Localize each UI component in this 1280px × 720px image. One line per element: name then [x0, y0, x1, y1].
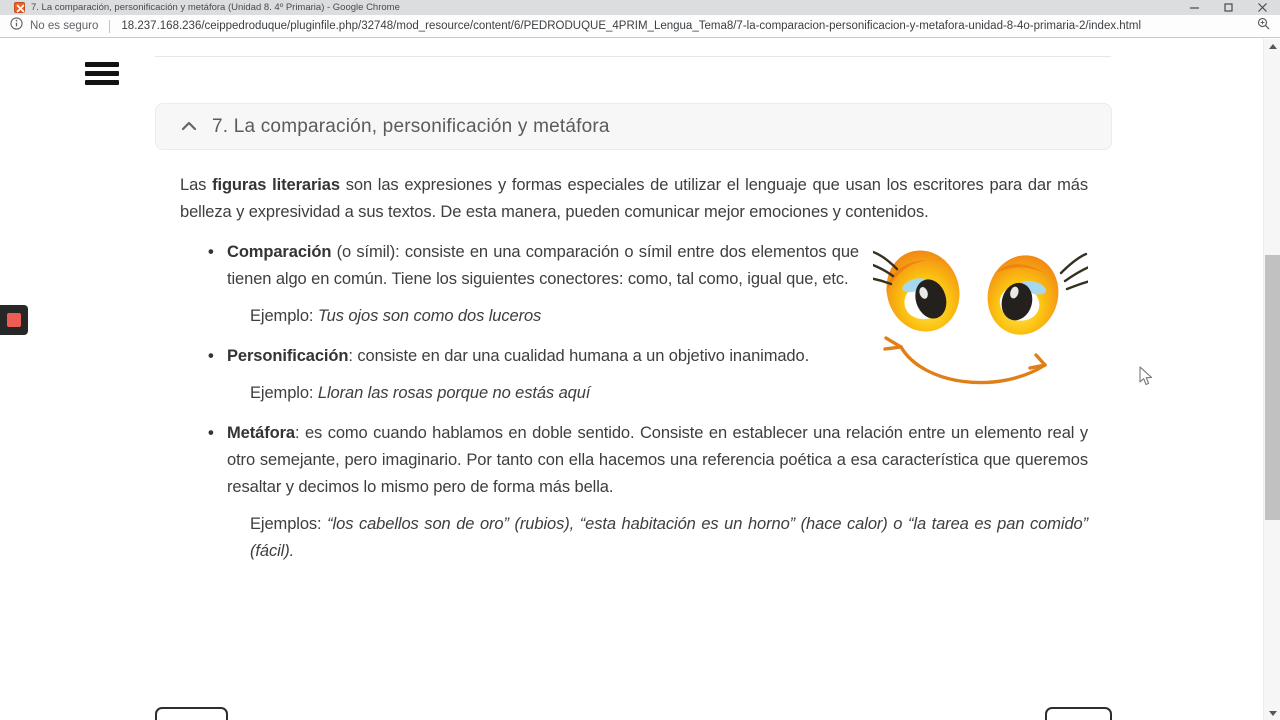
info-icon[interactable]: [10, 17, 23, 35]
figure-term: Personificación: [227, 347, 349, 365]
scrollbar-thumb[interactable]: [1265, 255, 1280, 520]
address-bar[interactable]: [0, 15, 1280, 38]
example-line: Ejemplos: “los cabellos son de oro” (rubios), “esta habitación es un horno” (hace calor) o “la tarea es pan comido” (fácil).: [250, 515, 1088, 560]
intro-paragraph: Las figuras literarias son las expresiones y formas especiales de utilizar el lenguaje que usan los escritores para dar más belleza y expresividad a sus textos. De esta manera, pueden comunicar mejor emociones y contenidos.: [180, 176, 1089, 221]
section-header[interactable]: [155, 103, 1112, 150]
scroll-up-arrow[interactable]: [1264, 39, 1280, 53]
close-button[interactable]: [1256, 2, 1268, 13]
url-text[interactable]: 18.237.168.236/ceippedroduque/pluginfile.php/32748/mod_resource/content/6/PEDRODUQUE_4PRIM_Lengua_Tema8/7-la-comparacion-personificacion-y-metafora-unidad-8-4o-primaria-2/index.html: [121, 20, 1142, 32]
lesson-body: [180, 172, 1088, 565]
vertical-scrollbar[interactable]: [1263, 39, 1280, 720]
screen-recorder-widget[interactable]: [0, 305, 28, 335]
tab-favicon-icon: [14, 2, 25, 13]
security-status[interactable]: No es seguro: [30, 20, 99, 32]
list-item: • Metáfora: es como cuando hablamos en doble sentido. Consiste en establecer una relación entre un elemento real y otro semejante, pero imaginario. Por tanto con ella hacemos una referencia poética a esa característica que queremos resaltar y decimos lo mismo pero de forma más bella. Ejemplos: “los cabellos son de oro” (rubios), “esta habitación es un horno” (hace calor) o “la tarea es pan comido” (fácil).: [208, 420, 1088, 565]
figure-term: Comparación: [227, 243, 332, 261]
example-line: Ejemplo: Tus ojos son como dos luceros: [250, 307, 542, 325]
magnifier-icon[interactable]: [1257, 17, 1270, 35]
maximize-button[interactable]: [1222, 2, 1234, 13]
example-line: Ejemplo: Lloran las rosas porque no estás aquí: [250, 384, 591, 402]
literary-figures-list: [208, 239, 1088, 565]
list-item: • Personificación: consiste en dar una cualidad humana a un objetivo inanimado. Ejemplo: Lloran las rosas porque no estás aquí: [208, 343, 1088, 407]
minimize-button[interactable]: [1188, 2, 1200, 13]
list-item: • Comparación (o símil): consiste en una comparación o símil entre dos elementos que tienen algo en común. Tiene los siguientes conectores: como, tal como, igual que, etc. Ejemplo: Tus ojos son como dos luceros: [208, 239, 1088, 330]
page-viewport: [0, 39, 1280, 720]
window-title: 7. La comparación, personificación y metáfora (Unidad 8. 4º Primaria) - Google Chrome: [31, 2, 400, 13]
hamburger-menu-icon[interactable]: [85, 62, 119, 89]
figure-term: Metáfora: [227, 424, 295, 442]
previous-section-divider: [155, 56, 1111, 57]
scroll-down-arrow[interactable]: [1264, 706, 1280, 720]
url-separator: [109, 20, 110, 33]
chevron-up-icon[interactable]: [181, 118, 197, 136]
intro-bold: figuras literarias: [212, 176, 340, 194]
section-title: 7. La comparación, personificación y metáfora: [212, 115, 610, 137]
previous-page-button[interactable]: [155, 707, 228, 720]
record-stop-icon[interactable]: [7, 313, 21, 327]
next-page-button[interactable]: [1045, 707, 1112, 720]
browser-titlebar: [0, 0, 1280, 15]
